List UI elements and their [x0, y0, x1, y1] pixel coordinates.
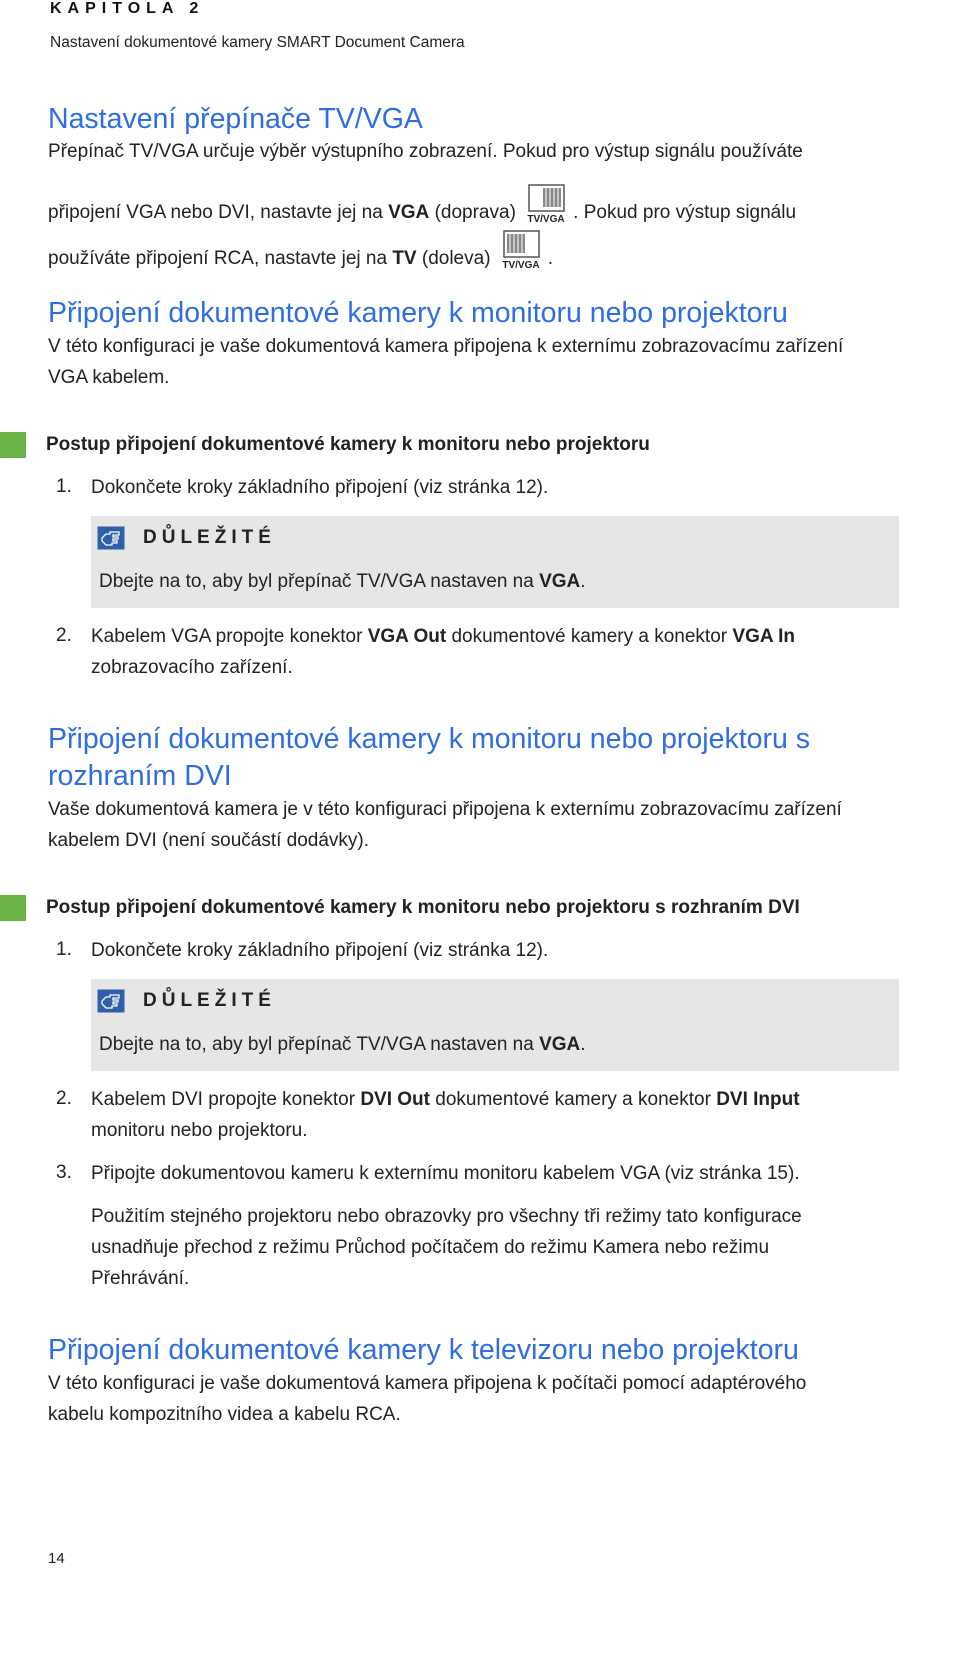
- step-text: zobrazovacího zařízení.: [91, 657, 293, 678]
- important-text: Dbejte na to, aby byl přepínač TV/VGA nastaven na VGA.: [99, 571, 586, 592]
- section-text-line: používáte připojení RCA, nastavte jej na TV (doleva) TV/VGA .: [48, 230, 553, 280]
- step-text: Dokončete kroky základního připojení (viz stránka 12).: [91, 477, 549, 498]
- section-text-line: kabelu kompozitního videa a kabelu RCA.: [48, 1404, 401, 1425]
- section-text-line: připojení VGA nebo DVI, nastavte jej na VGA (doprava) TV/VGA . Pokud pro výstup signálu: [48, 184, 796, 234]
- section-text-line: Vaše dokumentová kamera je v této konfiguraci připojena k externímu zobrazovacímu zařízení: [48, 799, 842, 820]
- section-text-line: V této konfiguraci je vaše dokumentová kamera připojena k externímu zobrazovacímu zařízení: [48, 336, 844, 357]
- step-note: usnadňuje přechod z režimu Průchod počítačem do režimu Kamera nebo režimu: [91, 1237, 770, 1258]
- important-label: DŮLEŽITÉ: [143, 990, 276, 1011]
- section-text-line: V této konfiguraci je vaše dokumentová kamera připojena k počítači pomocí adaptérového: [48, 1373, 807, 1394]
- procedure-title: Postup připojení dokumentové kamery k monitoru nebo projektoru: [46, 434, 650, 455]
- svg-text:TV/VGA: TV/VGA: [502, 260, 540, 270]
- tv-vga-switch-left-icon: [499, 230, 545, 280]
- procedure-marker: [0, 895, 26, 921]
- step-note: Přehrávání.: [91, 1268, 190, 1289]
- step-number: 2.: [56, 625, 72, 646]
- step-number: 1.: [56, 476, 72, 497]
- step-text: Kabelem DVI propojte konektor DVI Out dokumentové kamery a konektor DVI Input: [91, 1089, 800, 1110]
- section-title-dvi-line2: rozhraním DVI: [48, 760, 232, 792]
- step-number: 3.: [56, 1162, 72, 1183]
- step-number: 2.: [56, 1088, 72, 1109]
- procedure-marker: [0, 432, 26, 458]
- important-label: DŮLEŽITÉ: [143, 527, 276, 548]
- step-text: monitoru nebo projektoru.: [91, 1120, 308, 1141]
- section-title-monitor-projector: Připojení dokumentové kamery k monitoru nebo projektoru: [48, 297, 788, 329]
- important-note: [91, 516, 899, 608]
- pointing-hand-icon: [97, 526, 125, 550]
- section-text-line: Přepínač TV/VGA určuje výběr výstupního zobrazení. Pokud pro výstup signálu používáte: [48, 141, 803, 162]
- step-note: Použitím stejného projektoru nebo obrazovky pro všechny tři režimy tato konfigurace: [91, 1206, 802, 1227]
- important-text: Dbejte na to, aby byl přepínač TV/VGA nastaven na VGA.: [99, 1034, 586, 1055]
- page-number: 14: [48, 1550, 65, 1567]
- step-text: Dokončete kroky základního připojení (viz stránka 12).: [91, 940, 549, 961]
- step-number: 1.: [56, 939, 72, 960]
- section-text-line: kabelem DVI (není součástí dodávky).: [48, 830, 370, 851]
- pointing-hand-icon: [97, 989, 125, 1013]
- important-note: [91, 979, 899, 1071]
- section-title-tv-projector: Připojení dokumentové kamery k televizoru nebo projektoru: [48, 1334, 799, 1366]
- chapter-label: KAPITOLA 2: [50, 0, 205, 17]
- section-title-tv-vga-switch: Nastavení přepínače TV/VGA: [48, 103, 423, 135]
- section-title-dvi: Připojení dokumentové kamery k monitoru nebo projektoru s: [48, 723, 810, 755]
- procedure-title: Postup připojení dokumentové kamery k monitoru nebo projektoru s rozhraním DVI: [46, 897, 800, 918]
- tv-vga-switch-right-icon: [524, 184, 570, 234]
- step-text: Připojte dokumentovou kameru k externímu monitoru kabelem VGA (viz stránka 15).: [91, 1163, 800, 1184]
- svg-text:TV/VGA: TV/VGA: [527, 214, 565, 224]
- step-text: Kabelem VGA propojte konektor VGA Out dokumentové kamery a konektor VGA In: [91, 626, 796, 647]
- chapter-subtitle: Nastavení dokumentové kamery SMART Document Camera: [50, 34, 465, 51]
- section-text-line: VGA kabelem.: [48, 367, 170, 388]
